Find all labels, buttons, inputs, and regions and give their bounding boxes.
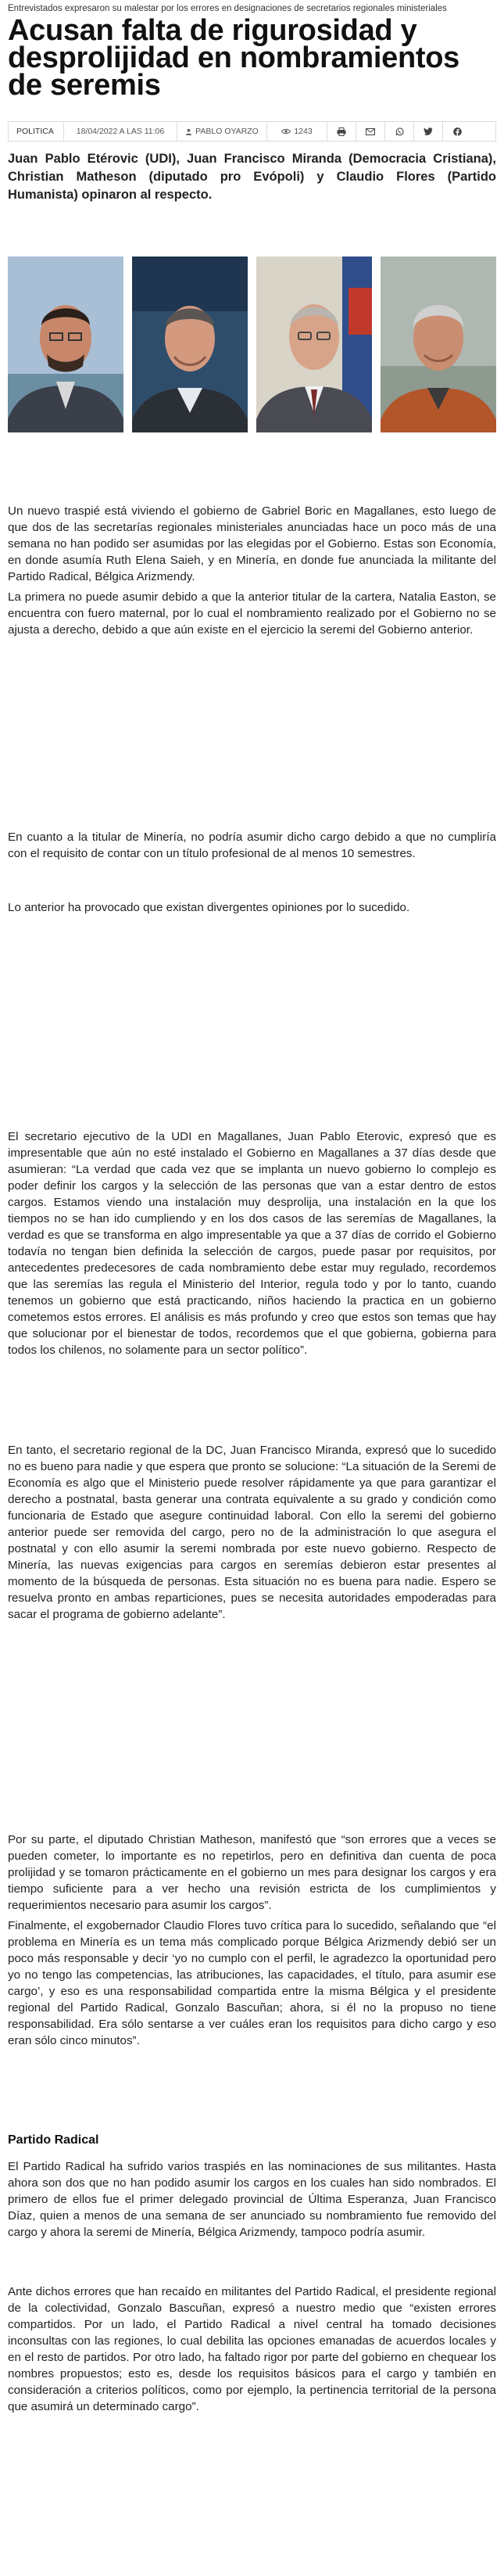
section-heading: Partido Radical	[8, 2133, 99, 2147]
article-paragraph: La primera no puede asumir debido a que la anterior titular de la cartera, Natalia Easton, se encuentra con fuero maternal, por lo cual el nombramiento realizado por el Gobierno no se ajusta a derecho, debido a que aún existe en el ejercicio la seremi del Gobierno anterior.	[8, 590, 496, 637]
article-kicker: Entrevistados expresaron su malestar por los errores en designaciones de secretarios regionales ministeriales	[8, 4, 447, 13]
email-icon	[366, 128, 375, 135]
article-paragraph: En tanto, el secretario regional de la DC, Juan Francisco Miranda, expresó que lo sucedido no es bueno para nadie y que espera que pronto se solucione: “La situación de la Seremi de Economía es algo que el Ministerio puede resolver rápidamente ya que para garantizar el derecho a postnatal, basta generar una contrata equivalente a su grado y condición como funcionaria de Estado que asegure continuidad laboral. Con ello la seremi del gobierno anterior puede ser removida del cargo, pero no de la administración lo que asegura el postnatal y con ello asumir la seremi nombrada por este nuevo gobierno. Respecto de Minería, las nuevas exigencias para cargos en seremías debieron estar presentes al momento de la búsqueda de personas. Esta situación no es buena para nadie. Espero se resuelva pronto en ambas reparticiones, pues se necesita autoridades empoderadas para sacar el programa de gobierno adelante”.	[8, 1444, 496, 1621]
article-title: Acusan falta de rigurosidad y desprolijidad en nombramientos de seremis	[8, 14, 459, 102]
article-paragraph: En cuanto a la titular de Minería, no podría asumir dicho cargo debido a que no cumpliría con el requisito de contar con un título profesional de al menos 10 semestres.	[8, 831, 496, 860]
portrait-photo-2	[132, 257, 248, 432]
article-paragraph: Por su parte, el diputado Christian Matheson, manifestó que “son errores que a veces se pueden cometer, lo importante es no repetirlos, pero en definitiva dan cuenta de poca prolijidad y se tomaron prácticamente en el gobierno un mes para designar los cargos y era tiempo suficiente para a ver hecho una revisión estricta de los cumplimientos y requerimientos necesario para asumir los cargos”.	[8, 1833, 496, 1912]
portrait-photo-4	[381, 257, 496, 432]
author-name: PABLO OYARZO	[195, 127, 259, 136]
whatsapp-icon	[395, 127, 404, 136]
article-lead: Juan Pablo Etérovic (UDI), Juan Francisco Miranda (Democracia Cristiana), Christian Matheson (diputado pro Evópoli) y Claudio Flores (Partido Humanista) opinaron al respecto.	[8, 152, 496, 202]
whatsapp-share-button[interactable]	[385, 122, 414, 141]
view-count-value: 1243	[294, 127, 313, 136]
article-paragraph: Lo anterior ha provocado que existan divergentes opiniones por lo sucedido.	[8, 901, 410, 914]
article-paragraph: Un nuevo traspié está viviendo el gobierno de Gabriel Boric en Magallanes, esto luego de que dos de las secretarías regionales ministeriales anunciadas hace un poco más de una semana no han podido ser asumidas por las elegidas por el Gobierno. Estas son Economía, en donde asumía Ruth Elena Saieh, y en Minería, en donde fue anunciada la militante del Partido Radical, Bélgica Arizmendy.	[8, 504, 496, 583]
view-count	[267, 122, 327, 141]
category-link[interactable]: POLITICA	[9, 122, 64, 141]
article-paragraph: Ante dichos errores que han recaído en militantes del Partido Radical, el presidente regional de la colectividad, Gonzalo Bascuñan, expresó a nuestro medio que “existen errores compartidos. Por un lado, el Partido Radical a nivel central ha tomado decisiones inconsultas con las regiones, lo cual debilita las opciones emanadas de acuerdos locales y en el resto de partidos. Por otro lado, ha faltado rigor por parte del gobierno en chequear los nombres propuestos; esto es, desde los requisitos básicos para el cargo y también en consideración a criterios políticos, como por ejemplo, la pertinencia territorial de la persona que asumirá un determinado cargo”.	[8, 2285, 496, 2413]
facebook-icon	[453, 127, 462, 136]
publish-date: 18/04/2022 A LAS 11:06	[64, 122, 177, 141]
print-button[interactable]	[327, 122, 356, 141]
user-icon	[185, 128, 192, 135]
facebook-share-button[interactable]	[443, 122, 471, 141]
interviewee-photo-strip	[8, 257, 496, 432]
portrait-photo-1	[8, 257, 123, 432]
article-meta-bar	[8, 121, 496, 142]
article-paragraph: El secretario ejecutivo de la UDI en Magallanes, Juan Pablo Eterovic, expresó que es impresentable que aún no esté instalado el Gobierno en Magallanes a 37 días desde que asumieran: “La verdad que cada vez que se implanta un nuevo gobierno lo complejo es poder definir los cargos y la selección de las personas que van a estar dentro de estos cargos. Estamos viendo una instalación muy desprolija, una instalación en la que los tiempos no se han ido cumpliendo y en los dos casos de las seremías de Magallanes, la verdad es que se transforma en algo impresentable ya que a 37 días de corrido el Gobierno todavía no tengan bien definida la selección de cargos, puede pasar por requisitos, por antecedentes predecesores de cada nombramiento debe estar muy regulado, recordemos que las seremías las regula el Ministerio del Interior, regula todo y por lo tanto, cuando tenemos un gobierno que está practicando, niños haciendo la practica en un gobierno cometemos estos errores. El análisis es más profundo y creo que estos son temas que hay que solucionar por el bienestar de todos, recordemos que el que gobierna, gobierna para todos los chilenos, no solamente para un sector político”.	[8, 1130, 496, 1357]
email-share-button[interactable]	[356, 122, 385, 141]
article-paragraph: El Partido Radical ha sufrido varios traspiés en las nominaciones de sus militantes. Hasta ahora son dos que no han podido asumir los cargos en los cuales han sido nombrados. El primero de ellos fue el primer delegado provincial de Última Esperanza, Juan Francisco Díaz, quien a menos de una semana de ser anunciado su nombramiento fue removido del cargo y ahora la seremi de Minería, Bélgica Arizmendy, tampoco podría asumir.	[8, 2160, 496, 2239]
twitter-icon	[424, 127, 433, 135]
eye-icon	[281, 128, 291, 135]
article-paragraph: Finalmente, el exgobernador Claudio Flores tuvo crítica para lo sucedido, señalando que “el problema en Minería es un tema más complicado porque Bélgica Arizmendy debió ser un poco más responsable y decir ‘yo no cumplo con el perfil, le agradezco la oportunidad pero yo no tengo las competencias, las atribuciones, las capacidades, el título, para asumir ese cargo’, y eso es una responsabilidad compartida entre la misma Bélgica y el presidente regional del Partido Radical, Gonzalo Bascuñan; ahora, si él no la propuso no tiene responsabilidad. Era sólo sentarse a ver cuáles eran los requisitos para dicho cargo y eso eran sólo cinco minutos”.	[8, 1919, 496, 2047]
print-icon	[337, 127, 346, 136]
portrait-photo-3	[256, 257, 372, 432]
author-link[interactable]	[177, 122, 267, 141]
twitter-share-button[interactable]	[414, 122, 443, 141]
